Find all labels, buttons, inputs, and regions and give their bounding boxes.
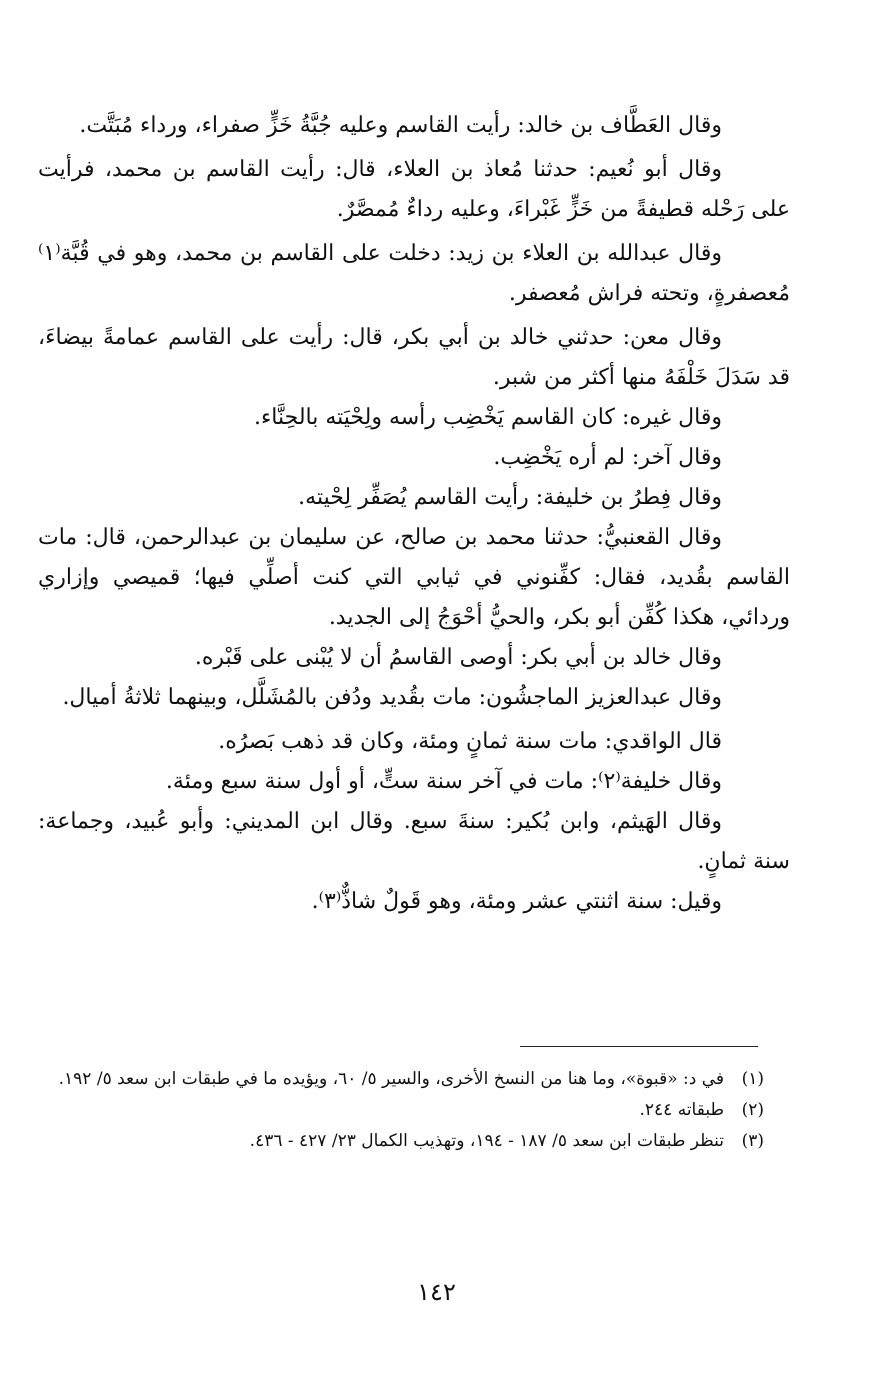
paragraph: وقال أبو نُعيم: حدثنا مُعاذ بن العلاء، قال: رأيت القاسم بن محمد، فرأيت على رَحْله قطيفةً من خَزٍّ غَبْراءَ، وعليه رداءٌ مُمصَّرٌ.: [38, 157, 790, 222]
footnote-text: تنظر طبقات ابن سعد ٥/ ١٨٧ - ١٩٤، وتهذيب الكمال ٢٣/ ٤٢٧ - ٤٣٦.: [249, 1131, 724, 1151]
footnote-text: طبقاته ٢٤٤.: [639, 1100, 724, 1120]
footnotes: [46, 1066, 764, 1159]
paragraph: وقال عبدالله بن العلاء بن زيد: دخلت على القاسم بن محمد، وهو في قُبَّة⁽١⁾ مُعصفرةٍ، وتحته فراش مُعصفر.: [38, 241, 790, 306]
paragraph: وقال فِطرُ بن خليفة: رأيت القاسم يُصَفِّر لِحْيته.: [298, 485, 722, 510]
paragraph: وقال عبدالعزيز الماجشُون: مات بقُديد ودُفن بالمُشَلَّل، وبينهما ثلاثةُ أميال.: [62, 685, 722, 710]
paragraph: وقال خالد بن أبي بكر: أوصى القاسمُ أن لا يُبْنى على قَبْره.: [194, 645, 722, 670]
footnote-number: (٢): [741, 1100, 764, 1120]
paragraph: وقال الهَيثم، وابن بُكير: سنةَ سبع. وقال ابن المديني: وأبو عُبيد، وجماعة: سنة ثمانٍ.: [38, 809, 790, 874]
paragraph: وقال معن: حدثني خالد بن أبي بكر، قال: رأيت على القاسم عمامةً بيضاءَ، قد سَدَلَ خَلْفَهُ منها أكثر من شبر.: [38, 325, 790, 390]
paragraph: وقال القعنبيُّ: حدثنا محمد بن صالح، عن سليمان بن عبدالرحمن، قال: مات القاسم بقُديد، فقال: كفِّنوني في ثيابي التي كنت أصلِّي فيها؛ قميصي وإزاري وردائي، هكذا كُفِّن أبو بكر، والحيُّ أحْوَجُ إلى الجديد.: [38, 525, 790, 630]
footnote: [46, 1066, 764, 1093]
main-text: [38, 106, 790, 922]
paragraph: وقيل: سنة اثنتي عشر ومئة، وهو قَولٌ شاذٌّ⁽٣⁾.: [311, 889, 722, 914]
footnote-number: (١): [741, 1069, 764, 1089]
paragraph: قال الواقدي: مات سنة ثمانٍ ومئة، وكان قد ذهب بَصرُه.: [218, 729, 722, 754]
paragraph: وقال العَطَّاف بن خالد: رأيت القاسم وعليه جُبَّةُ خَزٍّ صفراء، ورداء مُبَتَّت.: [79, 113, 722, 138]
page-number: ١٤٢: [417, 1278, 456, 1306]
paragraph: وقال غيره: كان القاسم يَخْضِب رأسه ولِحْيَته بالحِنَّاء.: [253, 405, 722, 430]
footnote-text: في د: «قبوة»، وما هنا من النسخ الأخرى، والسير ٥/ ٦٠، ويؤيده ما في طبقات ابن سعد ٥/ ١٩٢.: [58, 1069, 724, 1089]
footnote: [46, 1097, 764, 1124]
footnote: [46, 1128, 764, 1155]
paragraph: وقال آخر: لم أره يَخْضِب.: [493, 445, 722, 470]
paragraph: وقال خليفة⁽٢⁾: مات في آخر سنة ستٍّ، أو أول سنة سبع ومئة.: [165, 769, 722, 794]
footnote-divider: [520, 1046, 758, 1047]
footnote-number: (٣): [741, 1131, 764, 1151]
